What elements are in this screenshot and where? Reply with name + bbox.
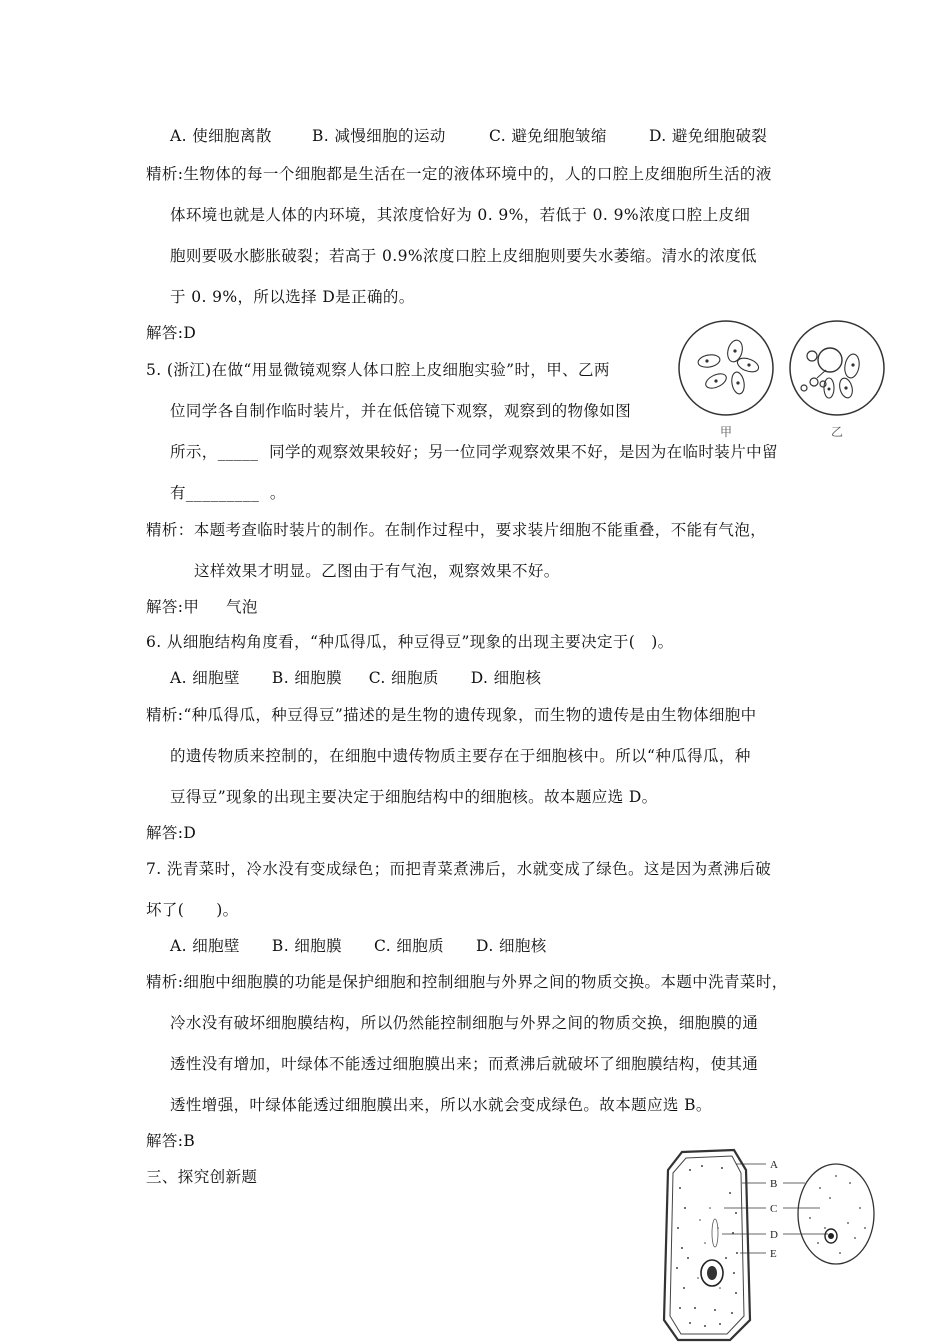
q6-analysis-line: 精析:“种瓜得瓜，种豆得豆”描述的是生物的遗传现象，而生物的遗传是由生物体细胞中 <box>146 706 757 724</box>
q7-answer: 解答:B <box>146 1132 196 1150</box>
cell-label-c: C <box>770 1203 778 1215</box>
q6-analysis-line: 豆得豆”现象的出现主要决定于细胞结构中的细胞核。故本题应选 D。 <box>170 788 658 806</box>
q7-analysis-line: 透性增强，叶绿体能透过细胞膜出来，所以水就会变成绿色。故本题应选 B。 <box>170 1096 712 1114</box>
q5-analysis-line: 精析：本题考查临时装片的制作。在制作过程中，要求装片细胞不能重叠，不能有气泡， <box>146 521 767 539</box>
q4-answer: 解答:D <box>146 324 197 342</box>
q5-stem-line: 5. (浙江)在做“用显微镜观察人体口腔上皮细胞实验”时，甲、乙两 <box>146 361 610 379</box>
view-yi-label: 乙 <box>831 425 844 439</box>
q7-stem-line: 坏了( )。 <box>146 901 239 919</box>
q5-stem-line: 位同学各自制作临时装片，并在低倍镜下观察，观察到的物像如图 <box>170 402 632 420</box>
q4-analysis-line: 精析:生物体的每一个细胞都是生活在一定的液体环境中的，人的口腔上皮细胞所生活的液 <box>146 165 772 183</box>
q5-stem-line: 有_________ 。 <box>170 484 286 502</box>
q7-analysis-line: 精析:细胞中细胞膜的功能是保护细胞和控制细胞与外界之间的物质交换。本题中洗青菜时， <box>146 973 788 991</box>
microscope-view-figure <box>676 318 890 444</box>
cell-label-d: D <box>770 1229 778 1241</box>
q4-analysis-line: 体环境也就是人体的内环境，其浓度恰好为 0. 9%，若低于 0. 9%浓度口腔上皮细 <box>170 206 751 224</box>
q5-stem-line: 所示，_____ 同学的观察效果较好；另一位同学观察效果不好，是因为在临时装片中留 <box>170 443 778 461</box>
view-jia-label: 甲 <box>720 425 733 439</box>
q6-stem: 6. 从细胞结构角度看，“种瓜得瓜，种豆得豆”现象的出现主要决定于( )。 <box>146 633 674 651</box>
q7-analysis-line: 冷水没有破坏细胞膜结构，所以仍然能控制细胞与外界之间的物质交换，细胞膜的通 <box>170 1014 759 1032</box>
q7-stem-line: 7. 洗青菜时，冷水没有变成绿色；而把青菜煮沸后，水就变成了绿色。这是因为煮沸后破 <box>146 860 772 878</box>
q6-answer: 解答:D <box>146 824 197 842</box>
section-3-title: 三、探究创新题 <box>146 1168 258 1186</box>
view-yi <box>790 321 884 415</box>
animal-cell <box>798 1164 874 1264</box>
cell-label-b: B <box>770 1178 778 1190</box>
cell-label-a: A <box>770 1159 778 1171</box>
q6-analysis-line: 的遗传物质来控制的，在细胞中遗传物质主要存在于细胞核中。所以“种瓜得瓜，种 <box>170 747 751 765</box>
q6-options: A. 细胞壁 B. 细胞膜 C. 细胞质 D. 细胞核 <box>170 669 542 687</box>
plant-cell <box>664 1150 750 1340</box>
q5-answer: 解答:甲 气泡 <box>146 598 258 616</box>
q5-analysis-line: 这样效果才明显。乙图由于有气泡，观察效果不好。 <box>194 562 560 580</box>
view-jia <box>679 321 773 415</box>
cell-structure-figure <box>660 1148 890 1344</box>
q4-option-d: D. 避免细胞破裂 <box>649 127 768 145</box>
q4-option-b: B. 减慢细胞的运动 <box>312 127 446 145</box>
q7-options: A. 细胞壁 B. 细胞膜 C. 细胞质 D. 细胞核 <box>170 937 547 955</box>
q4-analysis-line: 胞则要吸水膨胀破裂；若高于 0.9%浓度口腔上皮细胞则要失水萎缩。清水的浓度低 <box>170 247 757 265</box>
q4-option-a: A. 使细胞离散 <box>170 127 272 145</box>
cell-label-e: E <box>770 1248 777 1260</box>
q7-analysis-line: 透性没有增加，叶绿体不能透过细胞膜出来；而煮沸后就破坏了细胞膜结构，使其通 <box>170 1055 759 1073</box>
q4-option-c: C. 避免细胞皱缩 <box>489 127 607 145</box>
q4-analysis-line: 于 0. 9%，所以选择 D是正确的。 <box>170 288 415 306</box>
